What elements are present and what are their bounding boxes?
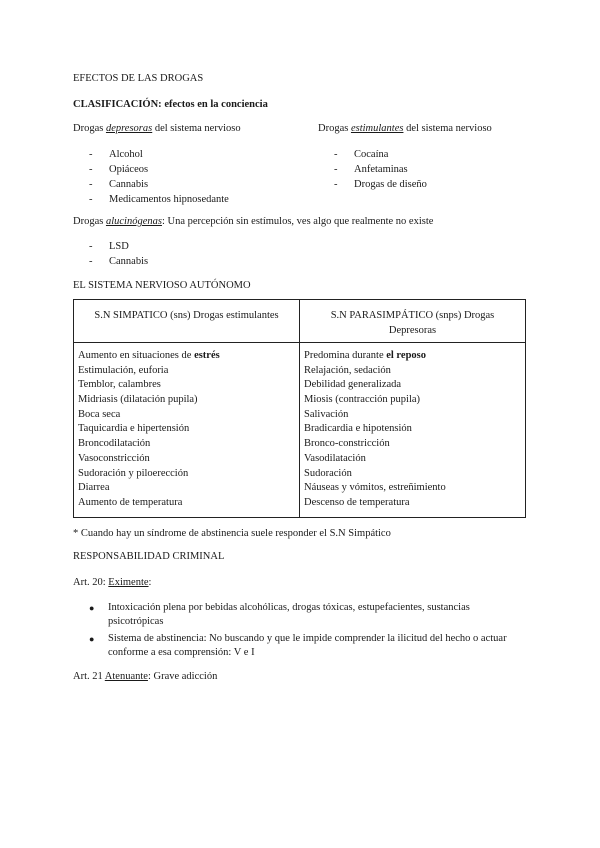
art20-bullets xyxy=(73,601,513,663)
sympathetic-header-text: S.N SIMPATICO (sns) Drogas estimulantes xyxy=(94,310,279,321)
list-item: - LSD xyxy=(73,240,543,255)
table-row-item: Descenso de temperatura xyxy=(304,496,410,508)
art21-suffix: : Grave adicción xyxy=(147,671,218,682)
parasympathetic-first-prefix: Predomina durante xyxy=(304,350,387,361)
table-header-sympathetic xyxy=(74,300,300,343)
stimulants-section xyxy=(318,122,558,193)
art21-term: Atenuante xyxy=(104,671,148,682)
parasympathetic-cell xyxy=(300,343,526,518)
depressors-suffix: del sistema nervioso xyxy=(152,123,241,134)
depressors-emph: depresoras xyxy=(105,123,153,134)
ans-heading: EL SISTEMA NERVIOSO AUTÓNOMO xyxy=(73,280,251,291)
table-row-item: Vasoconstricción xyxy=(78,452,150,464)
stimulants-list xyxy=(318,148,558,193)
table-row-item: Salivación xyxy=(304,408,349,420)
art21-prefix: Art. 21 xyxy=(73,671,105,682)
art20-term: Eximente xyxy=(108,577,149,588)
hallucinogens-list xyxy=(73,240,543,270)
table-row-item: Debilidad generalizada xyxy=(304,379,402,391)
table-row-item: Náuseas y vómitos, estreñimiento xyxy=(304,482,446,494)
list-item: - Opiáceos xyxy=(73,163,313,178)
list-item: - Alcohol xyxy=(73,148,313,163)
hallucinogens-label xyxy=(73,215,543,229)
table-row-item: Bradicardia e hipotensión xyxy=(304,423,412,435)
table-row-item: Aumento de temperatura xyxy=(78,496,183,508)
hallucinogens-emph: alucinógenas xyxy=(105,216,162,227)
depressors-prefix: Drogas xyxy=(73,123,106,134)
hallucinogens-suffix: : Una percepción sin estímulos, ves algo que realmente no existe xyxy=(161,216,434,227)
table-row-item xyxy=(304,349,521,364)
classification-heading-suffix: efectos en la conciencia xyxy=(164,99,268,110)
list-item: - Cannabis xyxy=(73,178,313,193)
list-item: - Cocaína xyxy=(318,148,558,163)
table-row-item: Boca seca xyxy=(78,408,121,420)
ans-footnote: * Cuando hay un síndrome de abstinencia suele responder el S.N Simpático xyxy=(73,528,391,539)
table-header-row xyxy=(74,300,526,343)
stimulants-suffix: del sistema nervioso xyxy=(403,123,492,134)
art20-suffix: : xyxy=(148,577,152,588)
parasympathetic-list xyxy=(300,343,525,517)
depressors-label xyxy=(73,122,313,136)
table-row-item: Estimulación, euforia xyxy=(78,364,169,376)
sympathetic-cell xyxy=(74,343,300,518)
table-row-item xyxy=(78,349,295,364)
art21-line xyxy=(73,670,217,684)
table-row-item: Broncodilatación xyxy=(78,438,151,450)
parasympathetic-header-text: S.N PARASIMPÁTICO (snps) Drogas Depresoras xyxy=(330,310,495,336)
list-item: - Cannabis xyxy=(73,255,543,270)
parasympathetic-first-bold: el reposo xyxy=(386,350,426,361)
sympathetic-first-bold: estrés xyxy=(194,350,220,361)
table-row-item: Temblor, calambres xyxy=(78,379,161,391)
stimulants-label xyxy=(318,122,558,136)
list-item: - Medicamentos hipnosedante xyxy=(73,193,313,208)
table-row-item: Taquicardia e hipertensión xyxy=(78,423,190,435)
stimulants-emph: estimulantes xyxy=(350,123,404,134)
depressors-list xyxy=(73,148,313,208)
list-item: - Anfetaminas xyxy=(318,163,558,178)
hallucinogens-section xyxy=(73,215,543,270)
document-title: EFECTOS DE LAS DROGAS xyxy=(73,73,204,84)
table-row-item: Sudoración y piloerección xyxy=(78,467,189,479)
table-row xyxy=(74,343,526,518)
art20-line xyxy=(73,576,151,590)
hallucinogens-prefix: Drogas xyxy=(73,216,106,227)
table-row-item: Sudoración xyxy=(304,467,352,479)
table-row-item: Midriasis (dilatación pupila) xyxy=(78,394,198,406)
art20-prefix: Art. 20: xyxy=(73,577,109,588)
classification-heading xyxy=(73,98,268,112)
list-item: - Drogas de diseño xyxy=(318,178,558,193)
table-row-item: Vasodilatación xyxy=(304,452,366,464)
table-row-item: Miosis (contracción pupila) xyxy=(304,394,421,406)
sympathetic-first-prefix: Aumento en situaciones de xyxy=(78,350,195,361)
stimulants-prefix: Drogas xyxy=(318,123,351,134)
table-row-item: Bronco-constricción xyxy=(304,438,390,450)
depressors-section xyxy=(73,122,313,208)
table-header-parasympathetic xyxy=(300,300,526,343)
sympathetic-list xyxy=(74,343,299,517)
table-row-item: Diarrea xyxy=(78,482,110,494)
ans-table xyxy=(73,299,526,518)
list-item: ● Sistema de abstinencia: No buscando y que le impide comprender la ilicitud del hecho o actuar conforme a esa comprensión: V e I xyxy=(73,632,513,660)
criminal-heading: RESPONSABILIDAD CRIMINAL xyxy=(73,551,225,562)
table-row-item: Relajación, sedación xyxy=(304,364,391,376)
classification-heading-prefix: CLASIFICACIÓN: xyxy=(73,99,162,110)
list-item: ● Intoxicación plena por bebidas alcohólicas, drogas tóxicas, estupefacientes, sustancias psicotrópicas xyxy=(73,601,513,629)
